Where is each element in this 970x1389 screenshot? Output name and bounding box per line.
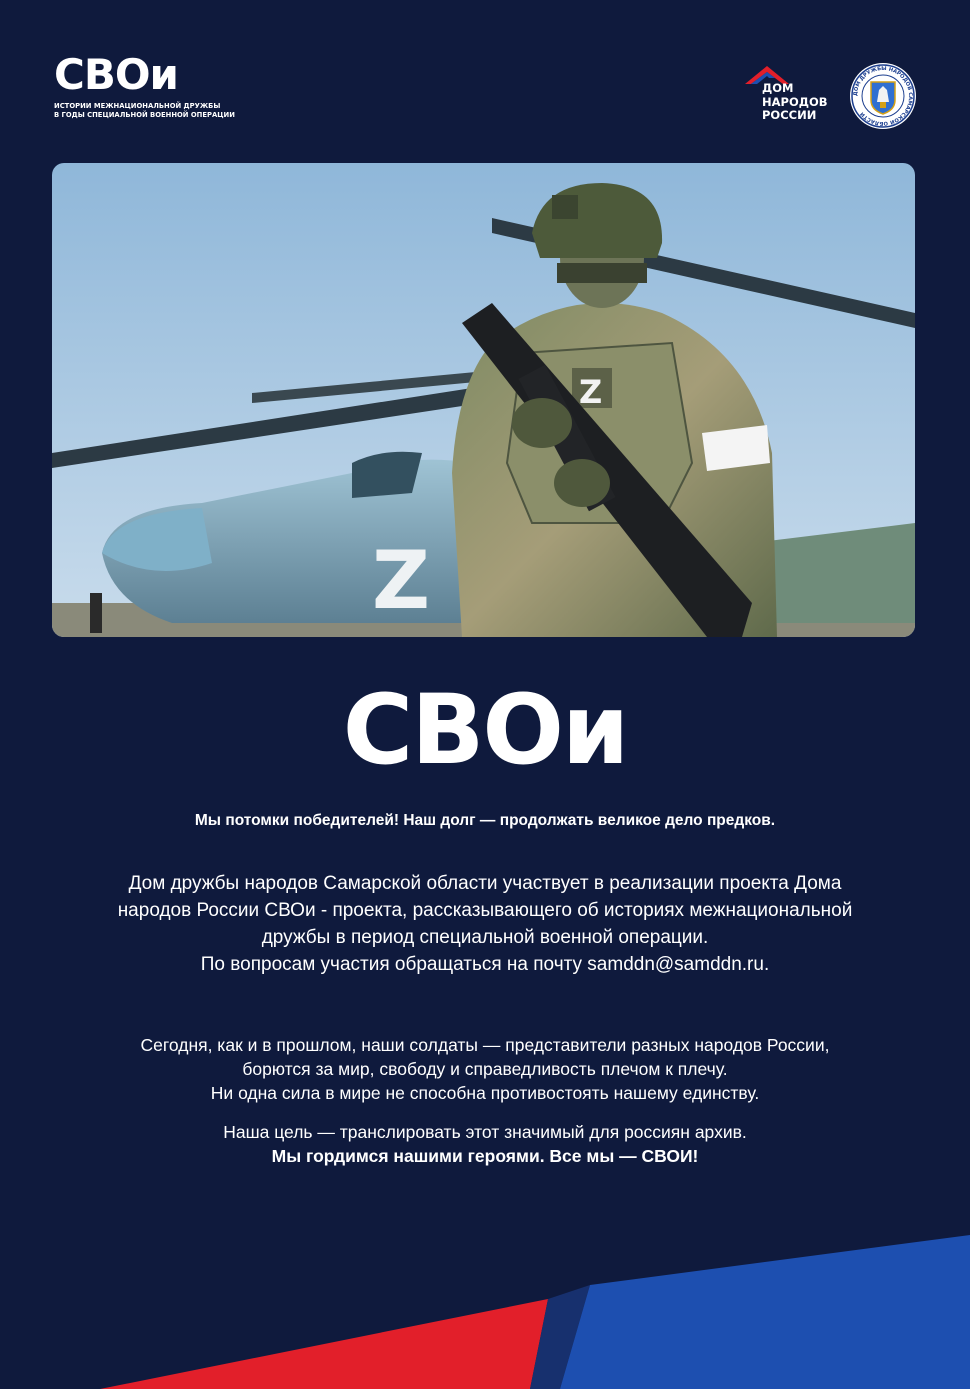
project-logo-subtitle-line: ИСТОРИИ МЕЖНАЦИОНАЛЬНОЙ ДРУЖБЫ [54,102,221,110]
description-line: дружбы в период специальной военной операции. [261,927,709,948]
samara-seal-logo [849,62,917,130]
project-logo [54,50,254,119]
lead-slogan: Мы потомки победителей! Наш долг — продолжать великое дело предков. [194,812,776,829]
description-line: Дом дружбы народов Самарской области участвует в реализации проекта Дома [128,873,842,894]
project-logo-subtitle [54,102,254,119]
project-logo-word: СВОи [54,50,178,99]
project-description [60,870,910,978]
hero-photo [52,163,915,637]
vest-z-mark: Z [579,373,603,411]
heroes-line: Мы гордимся нашими героями. Все мы — СВОИ! [271,1146,699,1166]
helicopter-z-mark: Z [372,534,431,627]
project-logo-subtitle-line: В ГОДЫ СПЕЦИАЛЬНОЙ ВОЕННОЙ ОПЕРАЦИИ [54,110,235,119]
description-line: народов России СВОи - проекта, рассказывающего об историях межнациональной [117,900,853,921]
dom-narodov-logo [745,66,845,128]
soldier-helicopter-image [52,163,915,637]
seal-ring-text: ДОМ ДРУЖБЫ НАРОДОВ САМАРСКОЙ ОБЛАСТИ [852,65,914,127]
goal-line: Наша цель — транслировать этот значимый для россиян архив. [223,1122,747,1142]
page-title: СВОи [342,674,628,786]
unity-line: борются за мир, свободу и справедливость плечом к плечу. [242,1059,728,1079]
contact-line: По вопросам участия обращаться на почту samddn@samddn.ru. [200,954,770,975]
bottom-flag-stripes [0,1215,970,1389]
unity-statement [60,1033,910,1105]
dom-narodov-logo-line: ДОМ [762,81,794,95]
unity-line: Ни одна сила в мире не способна противостоять нашему единству. [210,1083,760,1103]
dom-narodov-logo-line: РОССИИ [762,108,817,122]
seal-emblem-icon [849,62,917,130]
unity-line: Сегодня, как и в прошлом, наши солдаты — представители разных народов России, [140,1035,830,1055]
dom-narodov-logo-text [762,82,828,123]
dom-narodov-logo-line: НАРОДОВ [762,94,828,109]
goal-statement [60,1120,910,1168]
